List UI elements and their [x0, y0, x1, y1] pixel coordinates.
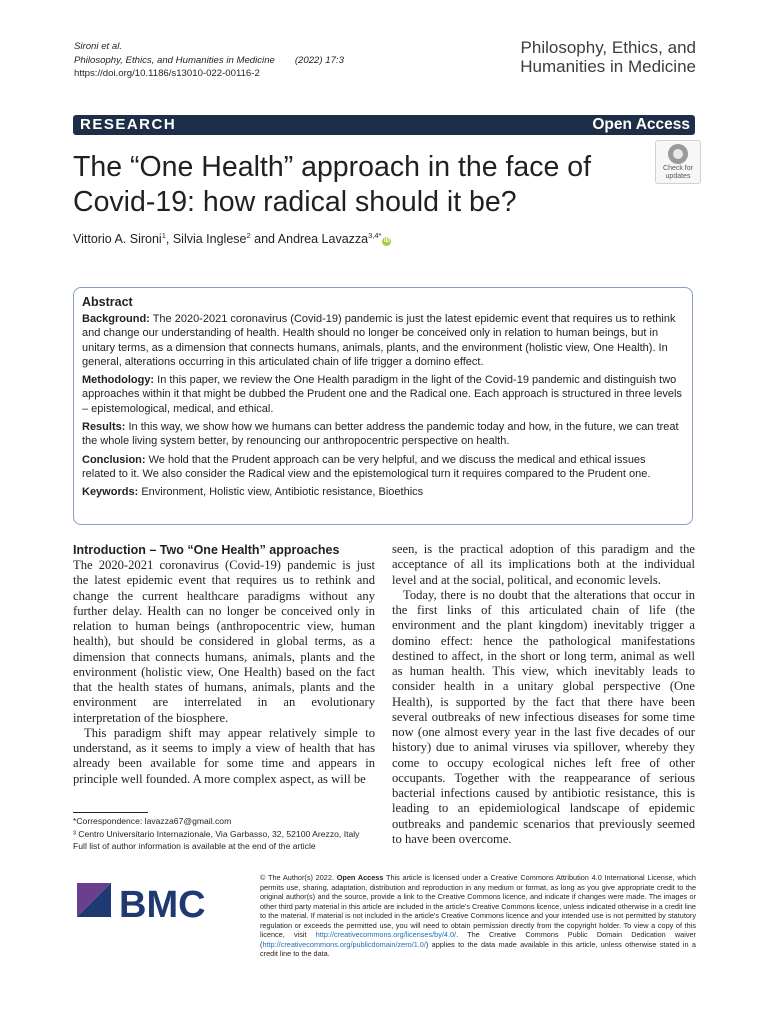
results-text: In this way, we show how we humans can better address the pandemic today and how, in the future, we can treat the whole living system better, by renouncing our anthropocentric perspective on health.	[82, 421, 679, 448]
abstract-box	[73, 287, 693, 525]
license-mid: . The Creative Commons Public Domain Dedication waiver (	[260, 930, 696, 949]
abstract-results	[82, 420, 682, 449]
bmc-logo-mark	[77, 875, 222, 935]
body-paragraph: This paradigm shift may appear relatively simple to understand, as it seems to imply a view of health that has already been available for some time and appears in principle well founded. A more complex aspect, as will be	[73, 725, 375, 786]
results-label: Results:	[82, 421, 126, 434]
check-updates-line1: Check for	[663, 165, 693, 172]
doi-link[interactable]: https://doi.org/10.1186/s13010-022-00116-2	[74, 68, 260, 79]
article-type-label: RESEARCH	[80, 116, 177, 133]
abstract-heading: Abstract	[82, 295, 133, 309]
cc-by-link[interactable]: http://creativecommons.org/licenses/by/4.0/	[315, 930, 457, 939]
author-info-note: Full list of author information is available at the end of the article	[73, 841, 316, 851]
author-affiliation-sup: 2	[246, 231, 251, 240]
check-for-updates-badge[interactable]	[655, 140, 701, 184]
author-list	[73, 231, 391, 246]
conclusion-label: Conclusion:	[82, 453, 146, 466]
abstract-methodology	[82, 373, 682, 416]
volume-info: (2022) 17:3	[294, 54, 344, 66]
methodology-label: Methodology:	[82, 374, 155, 387]
body-paragraph: The 2020-2021 coronavirus (Covid-19) pandemic is just the latest epidemic event that requires us to rethink and change the current healthcare paradigms without any further delay. Health can no longer be conceived only in relation to human beings (anthropocentric view, human health), but should be considered in global terms, as a dimension that connects humans, animals, plants and the environment (holistic view, One Health) based on the fact that the health states of humans, animals, plants and the environment are interrelated in an evolutionary interpretation of the biosphere.	[73, 558, 375, 725]
body-column-right	[392, 542, 695, 847]
journal-brand	[520, 38, 696, 76]
journal-name: Philosophy, Ethics, and Humanities in Medicine	[74, 54, 275, 66]
author-name[interactable]: Vittorio A. Sironi	[73, 232, 162, 247]
check-updates-line2: updates	[665, 173, 691, 180]
bmc-logo-text: BMC	[119, 884, 206, 926]
check-updates-icon	[668, 144, 688, 164]
footnote-divider	[73, 812, 148, 813]
keywords-label: Keywords:	[82, 486, 139, 499]
cc-zero-link[interactable]: http://creativecommons.org/publicdomain/zero/1.0/	[262, 939, 426, 949]
conclusion-text: We hold that the Prudent approach can be very helpful, and we discuss the medical and ethical issues related to it. We also consider the Radical view and the epistemological turn it requires compared to the Prudent one.	[82, 453, 651, 480]
author-short: Sironi et al.	[74, 41, 122, 52]
author-separator: ,	[165, 232, 173, 247]
body-paragraph: seen, is the practical adoption of this paradigm and the acceptance of all its implications both at the individual level and at the social, political, and economic levels.	[392, 542, 695, 587]
body-column-left	[73, 542, 375, 787]
author-name[interactable]: Silvia Inglese	[172, 232, 247, 247]
bmc-logo	[77, 875, 222, 935]
abstract-conclusion	[82, 453, 682, 482]
background-label: Background:	[82, 313, 150, 325]
journal-brand-line1: Philosophy, Ethics, and	[520, 38, 696, 57]
journal-brand-line2: Humanities in Medicine	[520, 57, 696, 76]
affiliation-note: ³ Centro Universitario Internazionale, Via Garbasso, 32, 52100 Arezzo, Italy	[73, 828, 360, 839]
author-affiliation-sup: 3,4*	[368, 231, 382, 240]
abstract-keywords	[82, 485, 682, 499]
methodology-text: In this paper, we review the One Health paradigm in the light of the Covid-19 pandemic and distinguish two approaches within it that might be dubbed the Prudent one and the Radical one. Each approach is structured in three levels – epistemological, medical, and ethical.	[82, 374, 682, 415]
article-header-meta	[74, 40, 344, 81]
license-body: This article is licensed under a Creative Commons Attribution 4.0 International License, which permits use, sharing, adaptation, distribution and reproduction in any medium or format, as long as you give appropriate credit to the original author(s) and the source, provide a link to the Creative Commons licence, and indicate if changes were made. The images or other third party material in this article are included in the article's Creative Commons licence, unless indicated otherwise in a credit line to the material. If material is not included in the article's Creative Commons licence and your intended use is not permitted by statutory regulation or exceeds the permitted use, you will need to obtain permission directly from the copyright holder. To view a copy of this licence, visit	[260, 873, 696, 939]
license-statement	[260, 873, 696, 959]
article-type-banner	[73, 115, 695, 135]
author-name[interactable]: Andrea Lavazza	[277, 232, 369, 247]
copyright-text: © The Author(s) 2022.	[260, 873, 334, 882]
abstract-background	[82, 312, 682, 369]
keywords-text: Environment, Holistic view, Antibiotic resistance, Bioethics	[141, 486, 424, 499]
footnotes	[73, 815, 378, 853]
license-end: ) applies to the data made available in this article, unless otherwise stated in a credit line to the data.	[260, 939, 696, 958]
license-open-access: Open Access	[336, 873, 384, 882]
article-title: The “One Health” approach in the face of Covid-19: how radical should it be?	[73, 151, 592, 218]
background-text: The 2020-2021 coronavirus (Covid-19) pandemic is just the latest epidemic event that requires us to rethink and change our understanding of health. Health should no longer be conceived only in relation to human beings, but in unitary terms, as a dimension that connects humans, animals, plants, and the environment (holistic view, One Health). In general, alterations occurring in this articulated chain of life trigger a domino effect.	[82, 313, 676, 368]
body-paragraph: Today, there is no doubt that the alterations that occur in the first links of this articulated chain of life (the environment and the plant kingdom) inevitably trigger a domino effect: hence the pathological manifestations destined to affect, in the short or long term, animal as well as human health. This view, which inevitably leads to consider health in a unitary global perspective (One Health), is supported by the fact that there have been several outbreaks of new infectious diseases for some time now (one almost every year in the last five decades of our history) due to animal viruses via spillover, whereby they come to occupy ecological niches left free of other occupants. Together with the reappearance of serious bacterial infections caused by antibiotic resistance, this is leading to an epidemiological landscape of epidemic outbreaks and pandemic scenarios that previously seemed to have been overcome.	[392, 587, 695, 846]
open-access-label: Open Access	[592, 116, 690, 133]
section-heading: Introduction – Two “One Health” approaches	[73, 543, 340, 557]
author-separator: and	[250, 232, 278, 247]
orcid-icon[interactable]: iD	[383, 238, 390, 245]
author-affiliation-sup: 1	[161, 231, 166, 240]
correspondence-note: *Correspondence: lavazza67@gmail.com	[73, 816, 232, 826]
